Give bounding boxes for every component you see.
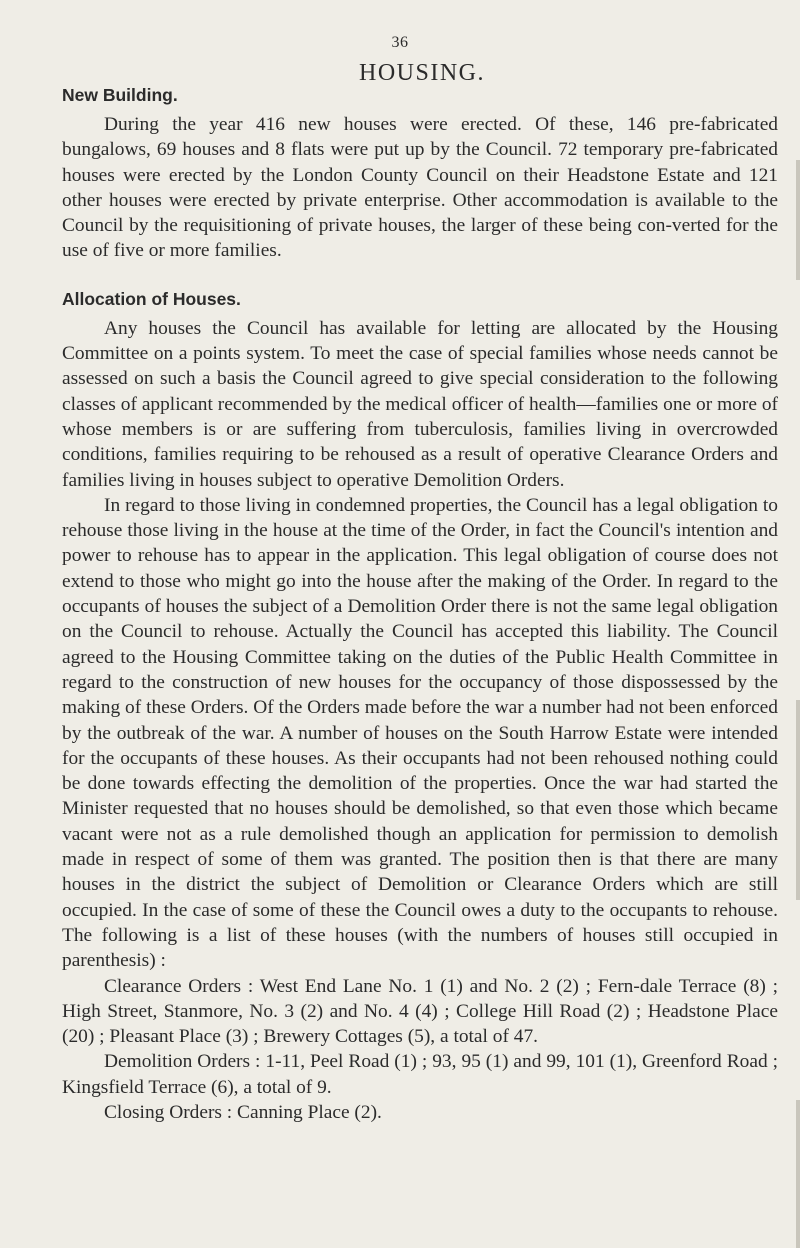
section-heading-allocation: Allocation of Houses. — [62, 288, 241, 309]
page-edge-shadow — [796, 160, 800, 280]
paragraph-allocation-points: Any houses the Council has available for letting are allocated by the Housing Committee on a points system. To meet the case of special families whose needs cannot be assessed on such a basis the Council agreed to give special consideration to the following classes of applicant recommended by the medical officer of health—families one or more of whose members is or are suffering from tuberculosis, families living in overcrowded conditions, families requiring to be rehoused as a result of operative Clearance Orders and families living in houses subject to operative Demolition Orders. — [62, 317, 778, 491]
page-edge-shadow — [796, 1100, 800, 1248]
paragraph-closing-orders: Closing Orders : Canning Place (2). — [104, 1101, 382, 1123]
paragraph-new-building: During the year 416 new houses were erected. Of these, 146 pre-fabricated bungalows, 69 houses and 8 flats were put up by the Council. 72 temporary pre-fabricated houses were erected by the London County Council on their Headstone Estate and 121 other houses were erected by private enterprise. Other accommodation is available to the Council by the requisitioning of private houses, the larger of these being con-verted for the use of five or more families. — [62, 114, 778, 262]
section-heading-new-building: New Building. — [62, 85, 178, 105]
page-title: HOUSING. — [359, 60, 485, 86]
page-edge-shadow — [796, 700, 800, 900]
page-number: 36 — [391, 34, 409, 51]
document-body — [62, 82, 778, 1125]
paragraph-condemned-properties: In regard to those living in condemned properties, the Council has a legal obligation to rehouse those living in the house at the time of the Order, in fact the Council's intention and power to rehouse has to appear in the application. This legal obligation of course does not extend to those who might go into the house after the making of the Order. In regard to the occupants of houses the subject of a Demolition Order there is not the same legal obligation on the Council to rehouse. Actually the Council has accepted this liability. The Council agreed to the Housing Committee taking on the duties of the Public Health Committee in regard to the construction of new houses for the occupancy of those dispossessed by the making of these Orders. Of the Orders made before the war a number had not been enforced by the outbreak of the war. A number of houses on the South Harrow Estate were intended for the occupants of these houses. As their occupants had not been rehoused nothing could be done towards effecting the demolition of the properties. Once the war had started the Minister requested that no houses should be demolished, so that even those which became vacant were not as a rule demolished though an application for permission to demolish made in respect of some of them was granted. The position then is that there are many houses in the district the subject of Demolition or Clearance Orders which are still occupied. In the case of some of these the Council owes a duty to the occupants to rehouse. The following is a list of these houses (with the numbers of houses still occupied in parenthesis) : — [62, 494, 778, 972]
paragraph-clearance-orders: Clearance Orders : West End Lane No. 1 (1) and No. 2 (2) ; Fern-dale Terrace (8) ; High Street, Stanmore, No. 3 (2) and No. 4 (4) ; College Hill Road (2) ; Headstone Place (20) ; Pleasant Place (3) ; Brewery Cottages (5), a total of 47. — [62, 975, 778, 1048]
paragraph-demolition-orders: Demolition Orders : 1-11, Peel Road (1) ; 93, 95 (1) and 99, 101 (1), Greenford Road ; Kingsfield Terrace (6), a total of 9. — [62, 1051, 778, 1098]
